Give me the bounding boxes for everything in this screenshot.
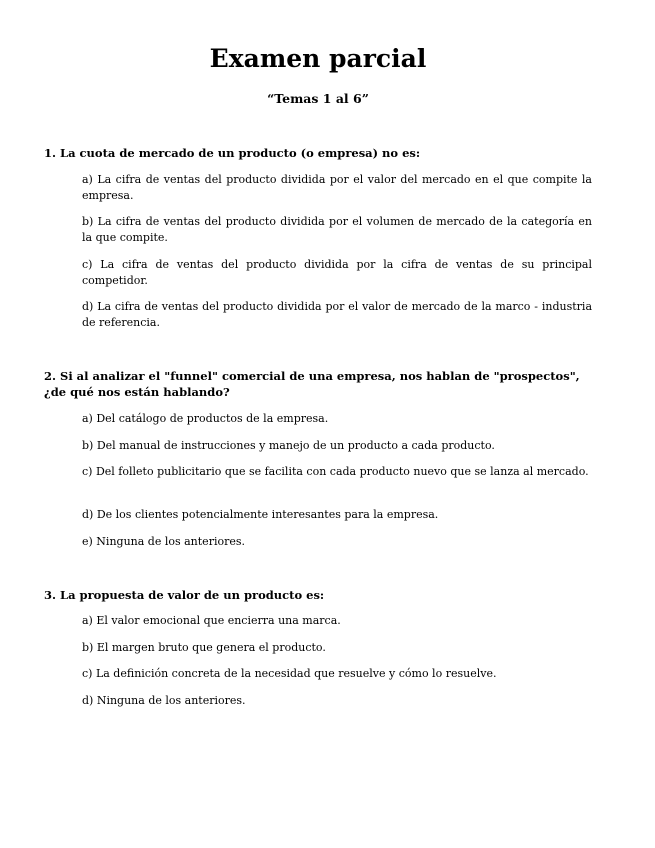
question-2-option-e: e) Ninguna de los anteriores. bbox=[82, 535, 246, 548]
question-1-option-a: a) La cifra de ventas del producto dividida por el valor del mercado en el que compite la empresa. bbox=[82, 173, 592, 202]
question-1-option-c: c) La cifra de ventas del producto dividida por la cifra de ventas de su principal competidor. bbox=[82, 258, 592, 287]
question-3-option-b: b) El margen bruto que genera el producto. bbox=[82, 641, 326, 654]
question-1-option-d: d) La cifra de ventas del producto dividida por el valor de mercado de la marco - industria de referencia. bbox=[82, 300, 592, 329]
question-2-option-a: a) Del catálogo de productos de la empresa. bbox=[82, 412, 329, 425]
question-2-option-d: d) De los clientes potencialmente interesantes para la empresa. bbox=[82, 508, 439, 521]
question-3-option-d: d) Ninguna de los anteriores. bbox=[82, 694, 246, 707]
question-2-option-c: c) Del folleto publicitario que se facilita con cada producto nuevo que se lanza al mercado. bbox=[82, 465, 589, 478]
question-1: 1. La cuota de mercado de un producto (o empresa) no es: bbox=[44, 146, 421, 160]
question-2-option-b: b) Del manual de instrucciones y manejo de un producto a cada producto. bbox=[82, 439, 495, 452]
question-1-option-b: b) La cifra de ventas del producto dividida por el volumen de mercado de la categoría en la que compite. bbox=[82, 215, 592, 244]
question-3-option-c: c) La definición concreta de la necesidad que resuelve y cómo lo resuelve. bbox=[82, 667, 497, 680]
question-3-option-a: a) El valor emocional que encierra una marca. bbox=[82, 614, 341, 627]
question-3: 3. La propuesta de valor de un producto es: bbox=[44, 588, 325, 602]
question-2: 2. Si al analizar el "funnel" comercial de una empresa, nos hablan de "prospectos", ¿de qué nos están hablando? bbox=[44, 369, 580, 399]
exam-subtitle: “Temas 1 al 6” bbox=[267, 91, 369, 106]
exam-title: Examen parcial bbox=[209, 44, 427, 73]
